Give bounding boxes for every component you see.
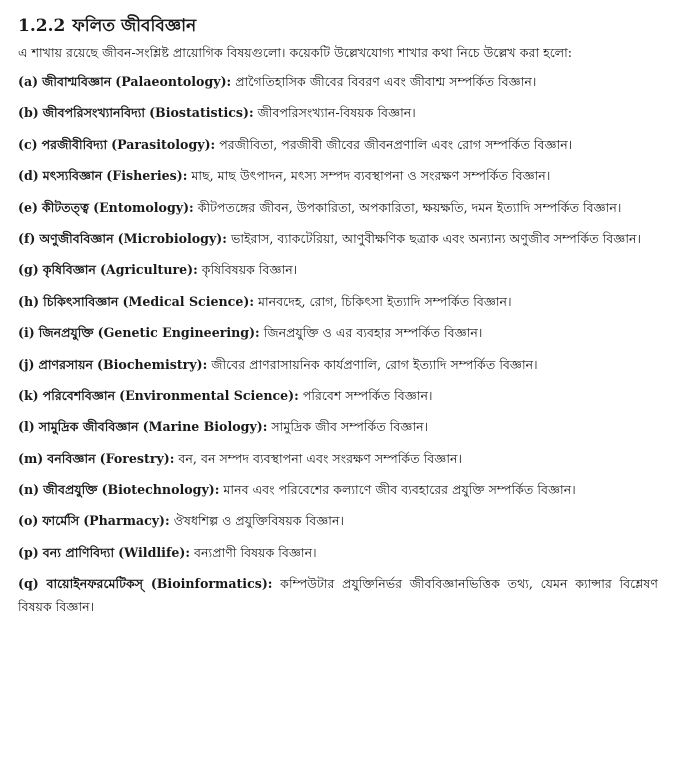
entry-term: পরিবেশবিজ্ঞান — [42, 387, 116, 403]
list-item — [18, 196, 658, 219]
entry-term: জীবপ্রযুক্তি — [43, 482, 98, 498]
entry-english-term: (Agriculture): — [99, 262, 198, 278]
list-item — [18, 133, 658, 156]
list-item — [18, 384, 658, 407]
entry-term: বনবিজ্ঞান — [47, 450, 96, 466]
entry-letter: (d) — [18, 168, 39, 184]
document-page — [18, 14, 658, 627]
entry-definition: বন্যপ্রাণী বিষয়ক বিজ্ঞান। — [194, 544, 317, 560]
entry-definition: পরজীবিতা, পরজীবী জীবের জীবনপ্রণালি এবং রোগ সম্পর্কিত বিজ্ঞান। — [219, 136, 573, 152]
section-heading — [18, 14, 658, 38]
entry-term: পরজীবীবিদ্যা — [41, 136, 108, 152]
list-item — [18, 258, 658, 281]
entry-english-term: (Wildlife): — [118, 544, 191, 560]
entry-definition: পরিবেশ সম্পর্কিত বিজ্ঞান। — [302, 387, 433, 403]
section-intro: এ শাখায় রয়েছে জীবন-সংশ্লিষ্ট প্রায়োগিক বিষয়গুলো। কয়েকটি উল্লেখযোগ্য শাখার কথা নিচে উল্লেখ করা হলো: — [18, 45, 573, 60]
entry-term: চিকিৎসাবিজ্ঞান — [43, 293, 119, 309]
entry-english-term: (Environmental Science): — [119, 387, 299, 403]
entry-letter: (c) — [18, 136, 38, 152]
entry-term: জিনপ্রযুক্তি — [38, 325, 94, 341]
entry-english-term: (Genetic Engineering): — [97, 325, 260, 341]
entry-letter: (o) — [18, 513, 39, 529]
entry-letter: (b) — [18, 105, 39, 121]
entry-term: অণুজীববিজ্ঞান — [39, 230, 114, 246]
list-item — [18, 509, 658, 532]
entry-definition: মানবদেহ, রোগ, চিকিৎসা ইত্যাদি সম্পর্কিত বিজ্ঞান। — [258, 293, 512, 309]
entry-english-term: (Pharmacy): — [83, 513, 170, 529]
list-item — [18, 478, 658, 501]
entry-term: কীটতত্ত্ব — [41, 199, 90, 215]
branch-list — [18, 70, 658, 618]
list-item — [18, 101, 658, 124]
entry-english-term: (Entomology): — [93, 199, 194, 215]
section-number: 1.2.2 — [18, 16, 66, 36]
entry-letter: (i) — [18, 325, 35, 341]
entry-definition: জিনপ্রযুক্তি ও এর ব্যবহার সম্পর্কিত বিজ্ঞান। — [263, 325, 483, 341]
entry-letter: (p) — [18, 544, 39, 560]
entry-definition: মাছ, মাছ উৎপাদন, মৎস্য সম্পদ ব্যবস্থাপনা ও সংরক্ষণ সম্পর্কিত বিজ্ঞান। — [191, 168, 551, 184]
entry-definition: কৃষিবিষয়ক বিজ্ঞান। — [201, 262, 298, 278]
entry-term: প্রাণরসায়ন — [38, 356, 94, 372]
list-item — [18, 541, 658, 564]
entry-term: বন্য প্রাণিবিদ্যা — [42, 544, 115, 560]
entry-letter: (a) — [18, 74, 39, 89]
entry-definition: জীবের প্রাণরাসায়নিক কার্যপ্রণালি, রোগ ইত্যাদি সম্পর্কিত বিজ্ঞান। — [211, 356, 538, 372]
entry-term: কৃষিবিজ্ঞান — [42, 262, 96, 278]
entry-letter: (k) — [18, 387, 39, 403]
entry-term: জীবাশ্মবিজ্ঞান — [42, 74, 112, 89]
entry-definition: মানব এবং পরিবেশের কল্যাণে জীব ব্যবহারের প্রযুক্তি সম্পর্কিত বিজ্ঞান। — [223, 482, 576, 498]
entry-english-term: (Bioinformatics): — [150, 576, 273, 592]
entry-definition: সামুদ্রিক জীব সম্পর্কিত বিজ্ঞান। — [271, 419, 429, 435]
list-item — [18, 447, 658, 470]
entry-term: মৎস্যবিজ্ঞান — [42, 168, 103, 184]
entry-letter: (l) — [18, 419, 35, 435]
list-item — [18, 164, 658, 187]
list-item — [18, 415, 658, 438]
list-item — [18, 290, 658, 313]
entry-letter: (j) — [18, 356, 35, 372]
entry-english-term: (Marine Biology): — [142, 419, 268, 435]
entry-letter: (n) — [18, 482, 40, 498]
entry-definition: ভাইরাস, ব্যাকটেরিয়া, আণুবীক্ষণিক ছত্রাক এবং অন্যান্য অণুজীব সম্পর্কিত বিজ্ঞান। — [230, 230, 642, 246]
entry-definition: ঔষধশিল্প ও প্রযুক্তিবিষয়ক বিজ্ঞান। — [173, 513, 344, 529]
entry-english-term: (Forestry): — [99, 450, 175, 466]
entry-letter: (f) — [18, 230, 36, 246]
entry-letter: (h) — [18, 293, 40, 309]
entry-term: সামুদ্রিক জীববিজ্ঞান — [38, 419, 139, 435]
entry-english-term: (Biostatistics): — [149, 105, 254, 121]
entry-letter: (q) — [18, 576, 39, 592]
list-item — [18, 227, 658, 250]
entry-english-term: (Biochemistry): — [97, 356, 208, 372]
entry-english-term: (Parasitology): — [111, 136, 216, 152]
entry-definition: জীবপরিসংখ্যান-বিষয়ক বিজ্ঞান। — [257, 105, 416, 121]
list-item — [18, 321, 658, 344]
entry-term: জীবপরিসংখ্যানবিদ্যা — [42, 105, 146, 121]
entry-letter: (e) — [18, 199, 38, 215]
entry-english-term: (Medical Science): — [122, 293, 254, 309]
entry-definition: বন, বন সম্পদ ব্যবস্থাপনা এবং সংরক্ষণ সম্পর্কিত বিজ্ঞান। — [178, 450, 462, 466]
entry-english-term: (Biotechnology): — [101, 482, 220, 498]
entry-definition: প্রাগৈতিহাসিক জীবের বিবরণ এবং জীবাশ্ম সম্পর্কিত বিজ্ঞান। — [235, 74, 537, 89]
list-item — [18, 353, 658, 376]
entry-definition: কীটপতঙ্গের জীবন, উপকারিতা, অপকারিতা, ক্ষয়ক্ষতি, দমন ইত্যাদি সম্পর্কিত বিজ্ঞান। — [197, 199, 622, 215]
entry-letter: (g) — [18, 262, 39, 278]
list-item — [18, 572, 658, 618]
entry-letter: (m) — [18, 450, 44, 466]
entry-term: ফার্মেসি — [42, 513, 80, 529]
entry-english-term: (Palaeontology): — [115, 74, 232, 89]
list-item — [18, 70, 658, 93]
entry-english-term: (Microbiology): — [117, 230, 227, 246]
entry-english-term: (Fisheries): — [106, 168, 188, 184]
section-title: ফলিত জীববিজ্ঞান — [72, 16, 197, 36]
entry-term: বায়োইনফরমেটিকস্ — [46, 576, 144, 592]
entry-definition: কম্পিউটার প্রযুক্তিনির্ভর জীববিজ্ঞানভিত্তিক তথ্য, যেমন ক্যান্সার বিশ্লেষণ বিষয়ক বিজ্ঞান। — [18, 576, 658, 615]
